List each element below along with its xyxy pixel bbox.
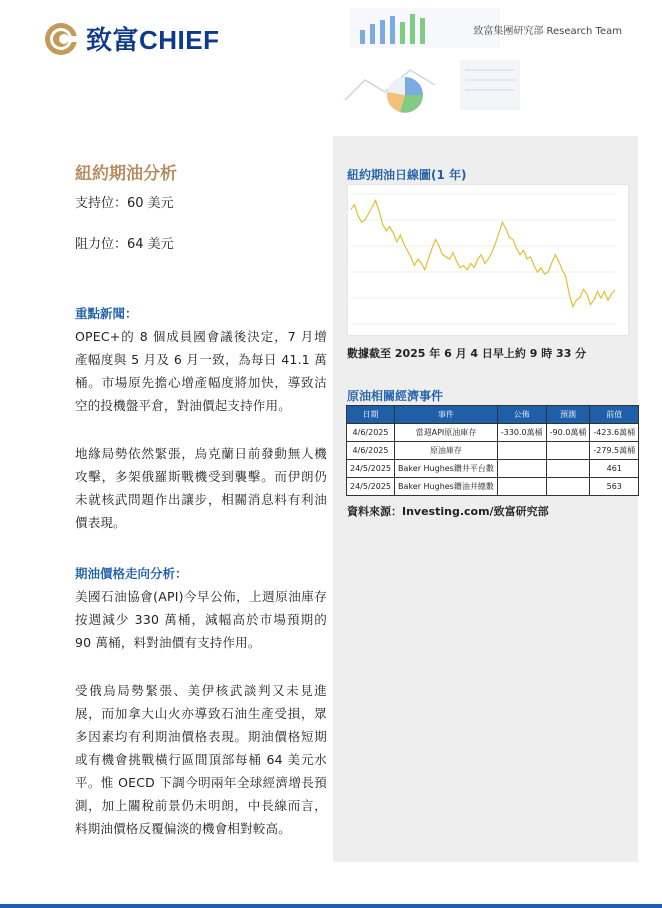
oil-price-chart — [347, 184, 629, 336]
cell-forecast — [546, 478, 590, 496]
table-row — [347, 478, 639, 496]
report-title: 紐約期油分析 — [75, 164, 177, 184]
events-title: 原油相關經濟事件 — [347, 389, 444, 403]
section-heading-analysis: 期油價格走向分析： — [75, 566, 188, 581]
decorative-chart-graphic — [340, 0, 540, 120]
cell-event: 當週API原油庫存 — [395, 424, 498, 442]
cell-date: 24/5/2025 — [347, 478, 395, 496]
news-paragraph-1: OPEC+的 8 個成員國會議後決定，7 月增產幅度與 5 月及 6 月一致，為每日 41.1 萬桶。市場原先擔心增產幅度將加快，導致沽空的投機盤平倉，對油價起支持作用。 — [75, 329, 327, 413]
department-label: 致富集團研究部 Research Team — [473, 26, 622, 37]
footer-rule — [0, 904, 662, 908]
cell-date: 4/6/2025 — [347, 424, 395, 442]
table-header-row — [347, 406, 639, 424]
cell-forecast: -90.0萬桶 — [546, 424, 590, 442]
cell-event: 原油庫存 — [395, 442, 498, 460]
cell-actual: -330.0萬桶 — [497, 424, 546, 442]
cell-actual — [497, 460, 546, 478]
table-row — [347, 460, 639, 478]
column-header-actual: 公佈 — [497, 406, 546, 424]
column-header-event: 事件 — [395, 406, 498, 424]
column-header-previous: 前值 — [590, 406, 639, 424]
economic-events-table — [346, 405, 639, 496]
table-row — [347, 424, 639, 442]
chart-title: 紐約期油日線圖(1 年) — [347, 168, 467, 182]
cell-previous: -279.5萬桶 — [590, 442, 639, 460]
chief-logo-icon — [44, 22, 78, 56]
resistance-level: 阻力位：64 美元 — [75, 237, 174, 252]
news-paragraph-2: 地緣局勢依然緊張，烏克蘭日前發動無人機攻擊，多架俄羅斯戰機受到襲擊。而伊朗仍未就核武問題作出讓步，相關消息料有利油價表現。 — [75, 446, 327, 530]
cell-event: Baker Hughes鑽油井總數 — [395, 478, 498, 496]
support-level: 支持位：60 美元 — [75, 196, 174, 211]
data-source: 資料來源：Investing.com/致富研究部 — [347, 505, 549, 518]
column-header-date: 日期 — [347, 406, 395, 424]
cell-actual — [497, 478, 546, 496]
table-row — [347, 442, 639, 460]
cell-date: 4/6/2025 — [347, 442, 395, 460]
column-header-forecast: 預測 — [546, 406, 590, 424]
cell-forecast — [546, 460, 590, 478]
cell-forecast — [546, 442, 590, 460]
cell-date: 24/5/2025 — [347, 460, 395, 478]
page-header — [0, 0, 662, 120]
cell-actual — [497, 442, 546, 460]
company-logo — [44, 20, 220, 57]
analysis-paragraph-1: 美國石油協會(API)今早公佈，上週原油庫存按週減少 330 萬桶，減幅高於市場預期的 90 萬桶，料對油價有支持作用。 — [75, 589, 327, 650]
section-heading-news: 重點新聞： — [75, 306, 138, 321]
cell-previous: -423.6萬桶 — [590, 424, 639, 442]
oil-price-line-chart — [347, 184, 629, 336]
chart-caption: 數據截至 2025 年 6 月 4 日早上約 9 時 33 分 — [347, 347, 587, 360]
cell-previous: 461 — [590, 460, 639, 478]
brand-name: 致富CHIEF — [86, 25, 220, 55]
cell-event: Baker Hughes鑽井平台數 — [395, 460, 498, 478]
analysis-paragraph-2: 受俄烏局勢緊張、美伊核武談判又未見進展，而加拿大山火亦導致石油生產受損，眾多因素均有利期油價格表現。期油價格短期或有機會挑戰橫行區間頂部每桶 64 美元水平。惟 OECD 下調今明兩年全球經濟增長預測，加上關稅前景仍未明朗，中長線而言，料期油價格反覆偏淡的機會相對較高。 — [75, 683, 327, 836]
cell-previous: 563 — [590, 478, 639, 496]
